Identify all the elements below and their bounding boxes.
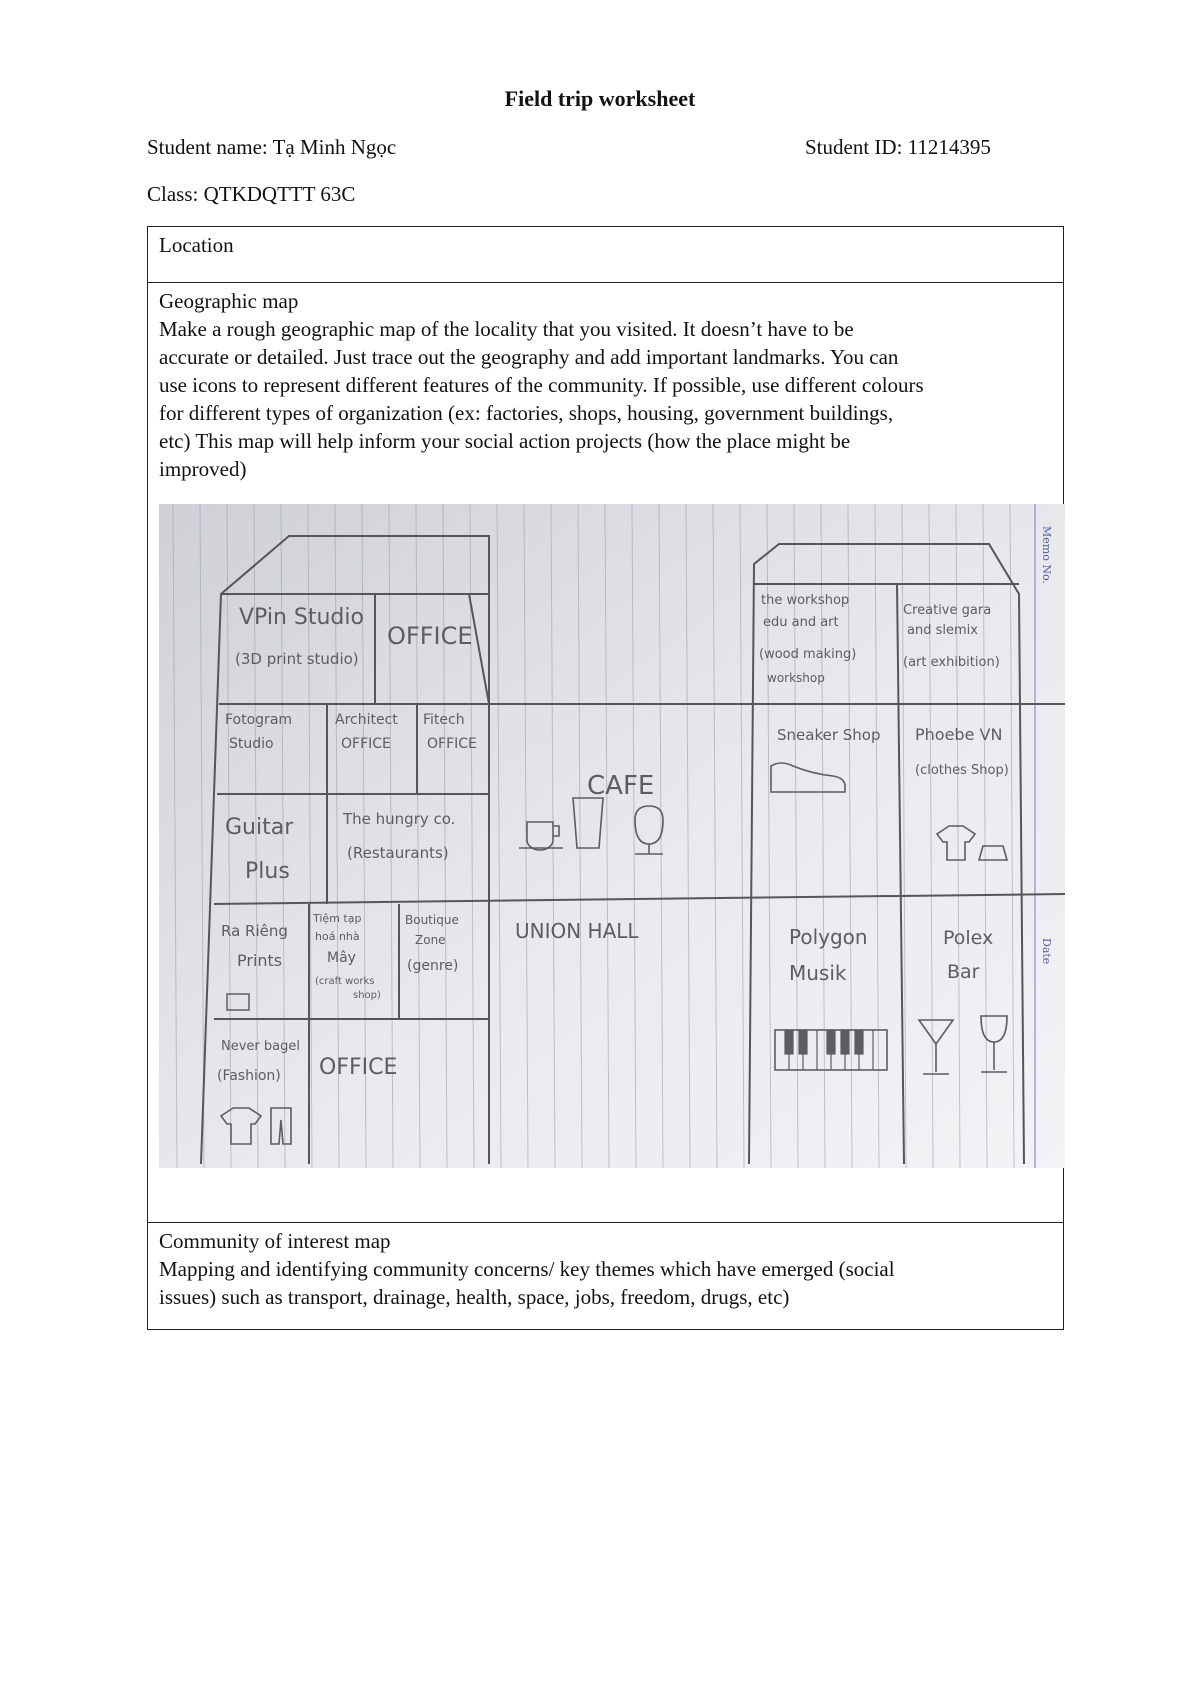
phoebe-label: (clothes Shop) xyxy=(915,763,1009,778)
piano-black-key xyxy=(827,1030,835,1054)
instruction-line: for different types of organization (ex: factories, shops, housing, government buildings, xyxy=(159,401,894,425)
worksheet-title: Field trip worksheet xyxy=(504,86,696,111)
ra-rieng-label: Prints xyxy=(237,951,283,970)
hand-drawn-map-photo xyxy=(159,504,1065,1168)
community-instruction-line: Mapping and identifying community concerns/ key themes which have emerged (social xyxy=(159,1257,895,1281)
hungry-co-label: (Restaurants) xyxy=(347,844,449,862)
workshop-label: the workshop xyxy=(761,593,850,608)
worksheet-table xyxy=(147,226,1064,1330)
cafe-label: CAFE xyxy=(587,771,655,801)
creative-gara-label: Creative gara xyxy=(903,603,992,618)
tiem-tap-label: hoá nhà xyxy=(315,930,360,943)
fitech-label: Fitech xyxy=(423,712,465,728)
vpin-studio-sublabel: (3D print studio) xyxy=(235,650,359,668)
location-row xyxy=(148,227,1063,282)
boutique-label: Zone xyxy=(415,933,446,947)
phoebe-label: Phoebe VN xyxy=(915,725,1003,744)
workshop-label: edu and art xyxy=(763,615,839,630)
memo-no-label: Memo No. xyxy=(1040,526,1053,584)
instruction-line: improved) xyxy=(159,457,247,481)
workshop-label: workshop xyxy=(767,671,825,685)
never-bagel-label: (Fashion) xyxy=(217,1068,281,1084)
student-name-value: Tạ Minh Ngọc xyxy=(272,135,397,159)
boutique-label: (genre) xyxy=(407,958,459,974)
boutique-label: Boutique xyxy=(405,913,459,927)
tiem-tap-label: Tiệm tạp xyxy=(313,912,362,925)
hungry-co-label: The hungry co. xyxy=(343,810,456,828)
vpin-studio-label: VPin Studio xyxy=(239,605,364,630)
polygon-musik-label: Musik xyxy=(789,961,847,985)
student-id-label: Student ID: xyxy=(805,135,903,159)
piano-black-key xyxy=(785,1030,793,1054)
date-label: Date xyxy=(1040,938,1053,965)
guitar-plus-label: Guitar xyxy=(225,815,294,840)
workshop-label: (wood making) xyxy=(759,647,857,662)
ra-rieng-label: Ra Riêng xyxy=(221,922,288,940)
instruction-line: etc) This map will help inform your social action projects (how the place might be xyxy=(159,429,851,453)
geographic-map-text xyxy=(159,287,1052,483)
polygon-musik-label: Polygon xyxy=(789,925,868,949)
tiem-tap-label: shop) xyxy=(353,990,381,1001)
office-top-label: OFFICE xyxy=(387,622,473,650)
piano-black-key xyxy=(799,1030,807,1054)
office-bottom-label: OFFICE xyxy=(319,1055,398,1080)
never-bagel-label: Never bagel xyxy=(221,1039,300,1054)
instruction-line: use icons to represent different features of the community. If possible, use different colours xyxy=(159,373,924,397)
instruction-line: accurate or detailed. Just trace out the geography and add important landmarks. You can xyxy=(159,345,899,369)
polex-bar-label: Polex xyxy=(943,927,994,949)
creative-gara-label: (art exhibition) xyxy=(903,655,1000,670)
class-label: Class: xyxy=(147,182,199,206)
geographic-map-heading: Geographic map xyxy=(159,289,299,313)
union-hall-label: UNION HALL xyxy=(515,919,639,943)
fitech-label: OFFICE xyxy=(427,736,477,752)
creative-gara-label: and slemix xyxy=(907,623,978,638)
fotogram-label: Fotogram xyxy=(225,712,293,728)
fotogram-label: Studio xyxy=(229,736,274,752)
polex-bar-label: Bar xyxy=(947,961,980,983)
architect-label: OFFICE xyxy=(341,736,391,752)
community-map-text xyxy=(159,1227,1052,1311)
community-map-row xyxy=(148,1222,1063,1331)
student-name-label: Student name: xyxy=(147,135,268,159)
architect-label: Architect xyxy=(335,712,398,728)
instruction-line: Make a rough geographic map of the locality that you visited. It doesn’t have to be xyxy=(159,317,854,341)
location-label: Location xyxy=(159,233,234,257)
guitar-plus-label: Plus xyxy=(245,859,290,884)
tiem-tap-label: Mây xyxy=(327,950,356,966)
class-line xyxy=(147,182,355,207)
piano-black-key xyxy=(841,1030,849,1054)
student-id-line xyxy=(805,135,991,160)
piano-black-key xyxy=(855,1030,863,1054)
sneaker-shop-label: Sneaker Shop xyxy=(777,726,881,744)
community-map-heading: Community of interest map xyxy=(159,1229,391,1253)
class-value: QTKDQTTT 63C xyxy=(203,182,356,206)
tiem-tap-label: (craft works xyxy=(315,976,375,987)
map-sketch xyxy=(159,504,1065,1168)
community-instruction-line: issues) such as transport, drainage, health, space, jobs, freedom, drugs, etc) xyxy=(159,1285,790,1309)
student-name-line xyxy=(147,135,396,160)
geographic-map-row xyxy=(148,282,1063,1222)
student-id-value: 11214395 xyxy=(907,135,991,159)
